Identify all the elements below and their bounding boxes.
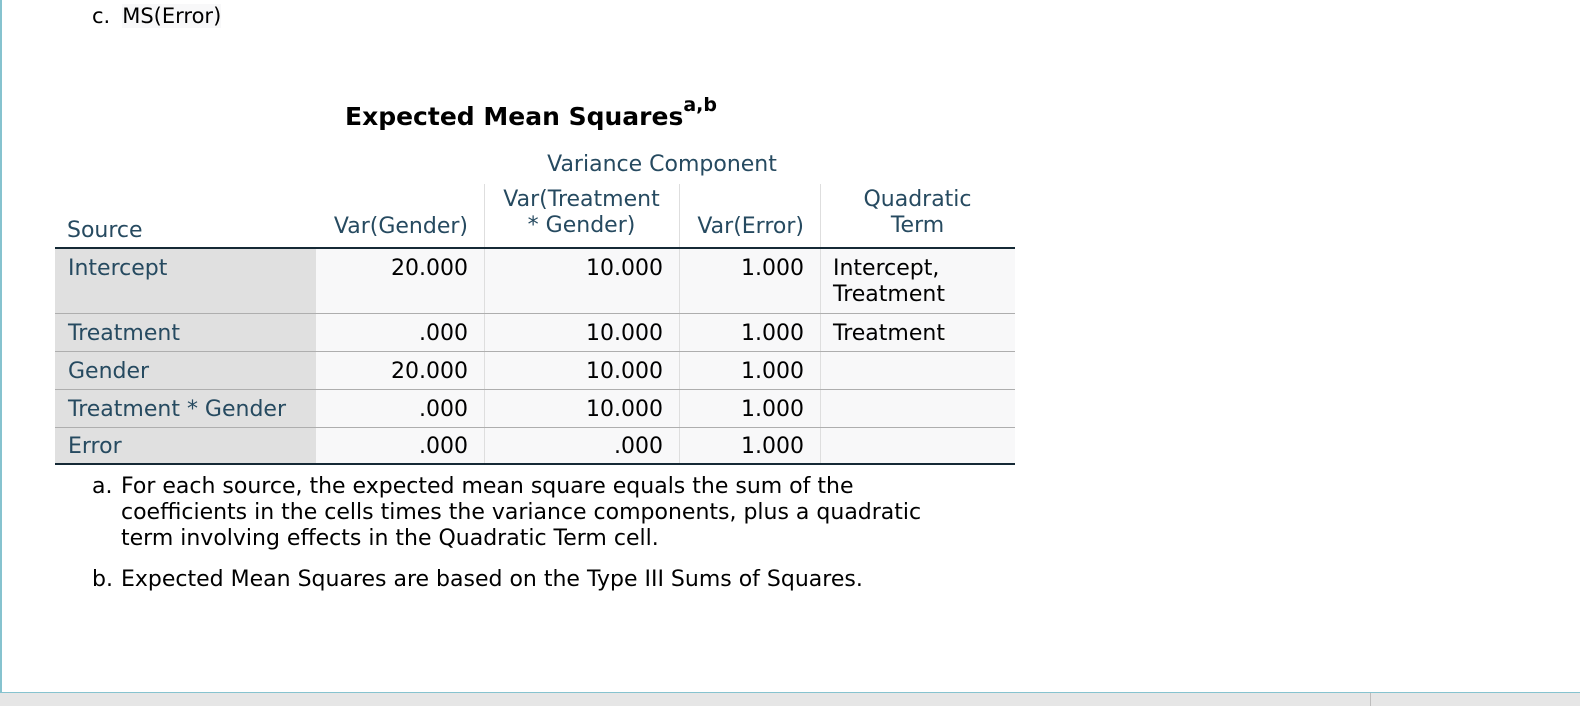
table-title: [345, 94, 717, 131]
header-var-error: Var(Error): [697, 214, 804, 239]
cell-var-error: 1.000: [679, 314, 820, 351]
table-title-footnote-refs: a,b: [683, 94, 717, 116]
header-rule: [55, 247, 1015, 249]
cell-var-error: 1.000: [679, 428, 820, 463]
header-var-gender: Var(Gender): [333, 214, 468, 239]
cell-quadratic-term: Treatment: [820, 314, 1015, 351]
cell-var-gender: .000: [316, 390, 484, 427]
header-var-treatment-gender-line1: Var(Treatment: [503, 187, 660, 212]
header-quadratic-line2: Term: [890, 213, 945, 238]
cell-var-treatment-gender: 10.000: [484, 314, 679, 351]
footnote-b: [92, 567, 981, 593]
header-separator: [820, 184, 821, 248]
cell-quadratic-term: [820, 428, 1015, 463]
cell-var-error: 1.000: [679, 390, 820, 427]
cell-var-gender: .000: [316, 314, 484, 351]
header-separator: [484, 184, 485, 248]
cell-var-error: 1.000: [679, 352, 820, 389]
cell-quadratic-term: [820, 352, 1015, 389]
variance-component-header: Variance Component: [547, 152, 777, 177]
row-divider: [55, 313, 1015, 314]
cell-var-gender: 20.000: [316, 352, 484, 389]
column-separator: [820, 249, 821, 463]
row-label: Gender: [55, 352, 316, 389]
previous-footnote-text: MS(Error): [122, 4, 222, 28]
cell-var-treatment-gender: 10.000: [484, 249, 679, 313]
cell-var-treatment-gender: 10.000: [484, 352, 679, 389]
footnote-line: For each source, the expected mean square equals the sum of the: [121, 474, 854, 499]
cell-var-treatment-gender: 10.000: [484, 390, 679, 427]
cell-var-gender: .000: [316, 428, 484, 463]
cell-var-gender: 20.000: [316, 249, 484, 313]
footnote-a: [92, 474, 981, 552]
cell-var-treatment-gender: .000: [484, 428, 679, 463]
row-label: Treatment * Gender: [55, 390, 316, 427]
footnote-text: [121, 567, 981, 593]
footnote-line: term involving effects in the Quadratic Term cell.: [121, 526, 659, 551]
row-label: Error: [55, 428, 316, 463]
cell-quadratic-term: [820, 390, 1015, 427]
previous-footnote: [92, 4, 221, 28]
row-divider: [55, 351, 1015, 352]
cell-quadratic-term: [820, 249, 1015, 313]
cell-var-error: 1.000: [679, 249, 820, 313]
header-var-treatment-gender-line2: * Gender): [527, 213, 636, 238]
horizontal-scrollbar[interactable]: [0, 693, 1580, 706]
window-left-border: [0, 0, 2, 692]
footnote-marker: b.: [92, 567, 113, 592]
footnote-line: Expected Mean Squares are based on the Type III Sums of Squares.: [121, 567, 863, 592]
footnote-text: [121, 474, 981, 552]
footnote-line: coefficients in the cells times the variance components, plus a quadratic: [121, 500, 922, 525]
previous-footnote-marker: c.: [92, 4, 111, 28]
table-bottom-rule: [55, 463, 1015, 465]
header-quadratic-term: [820, 187, 1015, 239]
cell-quadratic-line2: Treatment: [833, 282, 945, 307]
header-var-treatment-gender: [484, 187, 679, 239]
column-separator: [484, 249, 485, 463]
footnote-marker: a.: [92, 474, 113, 499]
table-title-text: Expected Mean Squares: [345, 102, 684, 131]
row-divider: [55, 389, 1015, 390]
column-separator: [679, 249, 680, 463]
row-label: Intercept: [55, 249, 316, 313]
header-quadratic-line1: Quadratic: [863, 187, 972, 212]
cell-quadratic-line1: Intercept,: [833, 256, 940, 281]
header-source: Source: [67, 218, 143, 243]
row-label: Treatment: [55, 314, 316, 351]
row-divider: [55, 427, 1015, 428]
header-separator: [679, 184, 680, 248]
